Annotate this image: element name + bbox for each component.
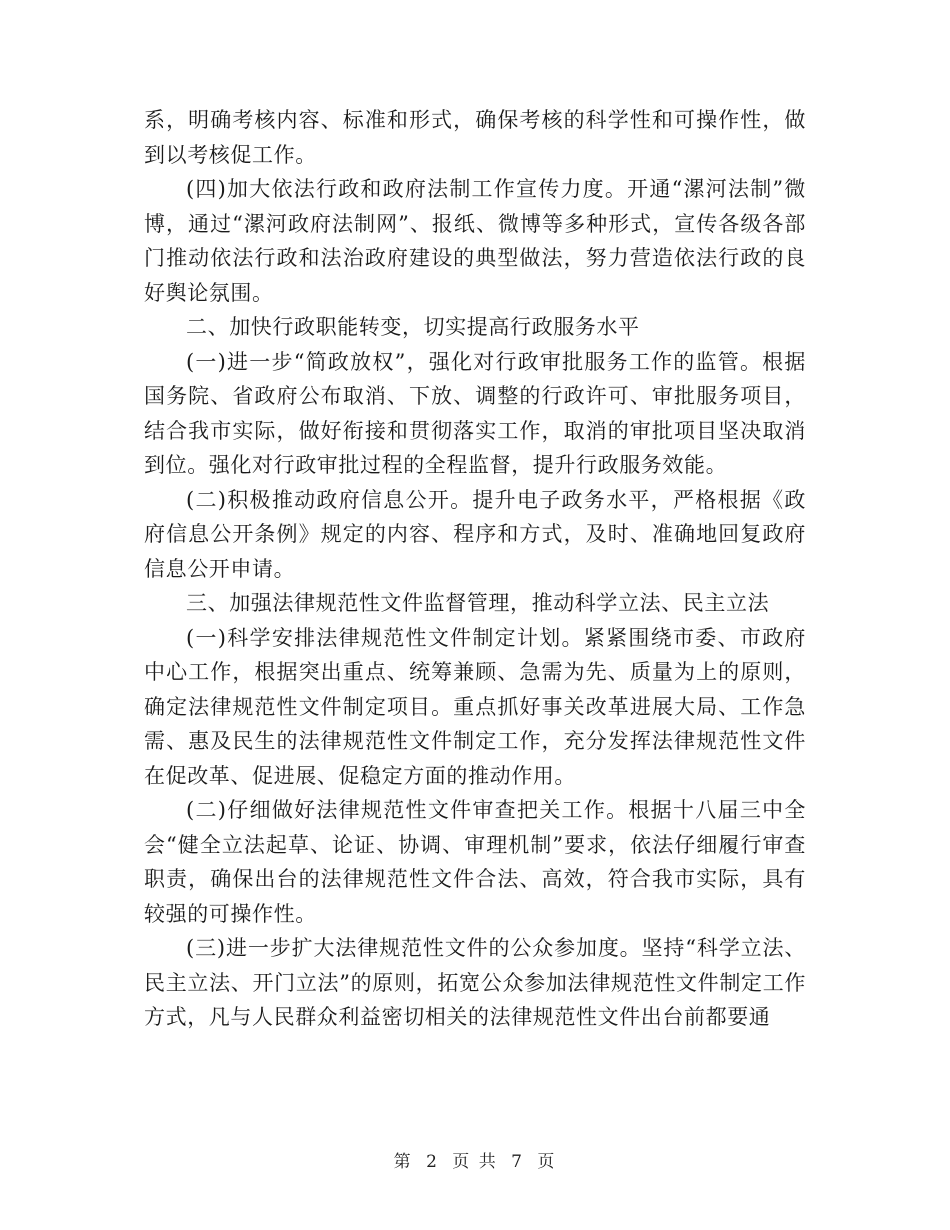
footer-page-number: 2: [426, 1152, 439, 1172]
page-footer: [0, 1147, 950, 1172]
section-heading-2: 二、加快行政职能转变，切实提高行政服务水平: [186, 315, 640, 339]
paragraph-info-disclosure: (二)积极推动政府信息公开。提升电子政务水平，严格根据《政府信息公开条例》规定的内容、程序和方式，及时、准确地回复政府信息公开申请。: [144, 487, 806, 581]
footer-middle: 页 共: [452, 1152, 498, 1172]
paragraph-review: (二)仔细做好法律规范性文件审查把关工作。根据十八届三中全会“健全立法起草、论证、协调、审理机制”要求，依法仔细履行审查职责，确保出台的法律规范性文件合法、高效，符合我市实际，具有较强的可操作性。: [144, 798, 806, 926]
footer-prefix: 第: [393, 1152, 413, 1172]
paragraph-publicity: (四)加大依法行政和政府法制工作宣传力度。开通“漯河法制”微博，通过“漯河政府法制网”、报纸、微博等多种形式，宣传各级各部门推动依法行政和法治政府建设的典型做法，努力营造依法行政的良好舆论氛围。: [144, 177, 806, 305]
footer-total-pages: 7: [511, 1152, 524, 1172]
paragraph-continuation: 系，明确考核内容、标准和形式，确保考核的科学性和可操作性，做到以考核促工作。: [144, 108, 806, 167]
paragraph-simplify-admin: (一)进一步“简政放权”，强化对行政审批服务工作的监管。根据国务院、省政府公布取消、下放、调整的行政许可、审批服务项目，结合我市实际，做好衔接和贯彻落实工作，取消的审批项目坚决取消到位。强化对行政审批过程的全程监督，提升行政服务效能。: [144, 349, 806, 477]
paragraph-planning: (一)科学安排法律规范性文件制定计划。紧紧围绕市委、市政府中心工作，根据突出重点、统筹兼顾、急需为先、质量为上的原则，确定法律规范性文件制定项目。重点抓好事关改革进展大局、工作急需、惠及民生的法律规范性文件制定工作，充分发挥法律规范性文件在促改革、促进展、促稳定方面的推动作用。: [144, 625, 806, 788]
paragraph-public-participation: (三)进一步扩大法律规范性文件的公众参加度。坚持“科学立法、民主立法、开门立法”的原则，拓宽公众参加法律规范性文件制定工作方式，凡与人民群众利益密切相关的法律规范性文件出台前都要通: [144, 936, 806, 1029]
document-body: [144, 103, 806, 1035]
footer-suffix: 页: [537, 1152, 557, 1172]
section-heading-3: 三、加强法律规范性文件监督管理，推动科学立法、民主立法: [186, 591, 770, 615]
